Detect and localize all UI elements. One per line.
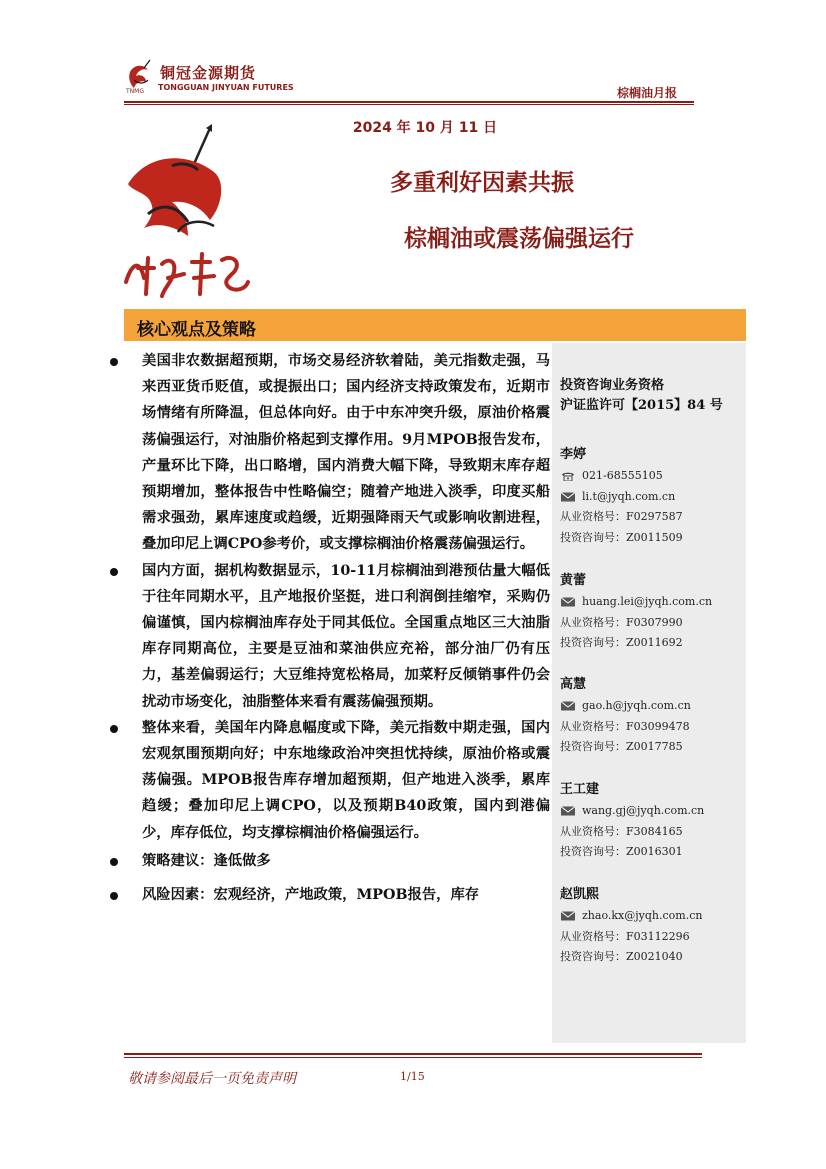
bullet-dot-icon <box>110 725 118 733</box>
qualification-line2: 沪证监许可【2015】84 号 <box>560 398 723 413</box>
analyst-email-text[interactable]: huang.lei@jyqh.com.cn <box>582 595 713 608</box>
analyst-consult-no: 投资咨询号：Z0016301 <box>560 845 683 858</box>
header-divider <box>124 101 694 103</box>
bullet-item <box>110 882 550 908</box>
analyst-email[interactable] <box>560 906 740 927</box>
logo-company-name: 铜冠金源期货 <box>160 64 257 82</box>
bullet-item <box>110 848 550 874</box>
analyst-card <box>560 673 740 758</box>
bullet-text: 整体来看，美国年内降息幅度或下降，美元指数中期走强，国内宏观氛围预期向好；中东地缘政治冲突担忧持续，原油价格或震荡偏强。MPOB报告库存增加超预期，但产地进入淡季，累库趋缓；叠加印尼上调CPO，以及预期B40政策，国内到港偏少，库存低位，均支撑棕榈油价格偏强运行。 <box>142 719 550 841</box>
analyst-consult-no: 投资咨询号：Z0011509 <box>560 530 683 544</box>
analyst-name: 黄蕾 <box>560 573 587 588</box>
bullet-dot-icon <box>110 568 118 576</box>
strategy-text: 策略建议：逢低做多 <box>142 852 271 869</box>
analyst-email[interactable] <box>560 487 740 508</box>
mail-icon <box>560 701 576 711</box>
footer-divider-thin <box>124 1057 702 1058</box>
analyst-email-text[interactable]: gao.h@jyqh.com.cn <box>582 699 691 712</box>
bullet-item <box>110 715 550 846</box>
page-number: 1/15 <box>400 1070 425 1083</box>
analyst-card <box>560 443 740 548</box>
analyst-name: 高慧 <box>560 677 587 692</box>
analyst-consult-no: 投资咨询号：Z0021040 <box>560 950 683 963</box>
analyst-name: 李婷 <box>560 447 587 462</box>
analyst-license: 从业资格号：F03099478 <box>560 719 690 733</box>
analyst-email-text[interactable]: wang.gj@jyqh.com.cn <box>582 804 705 817</box>
mail-icon <box>560 492 576 502</box>
phone-icon <box>560 471 576 481</box>
analyst-license: 从业资格号：F03112296 <box>560 929 690 943</box>
report-title-line1: 多重利好因素共振 <box>390 170 574 196</box>
analyst-email[interactable] <box>560 696 740 717</box>
analyst-license: 从业资格号：F0307990 <box>560 615 683 629</box>
bullet-dot-icon <box>110 892 118 900</box>
qualification-line1: 投资咨询业务资格 <box>560 378 665 393</box>
analyst-email[interactable] <box>560 801 740 822</box>
analyst-license: 从业资格号：F0297587 <box>560 510 683 523</box>
analyst-consult-no: 投资咨询号：Z0011692 <box>560 636 683 649</box>
analyst-license: 从业资格号：F3084165 <box>560 824 683 838</box>
qualification <box>560 376 723 416</box>
bullet-dot-icon <box>110 858 118 866</box>
core-views <box>110 348 550 908</box>
analyst-phone-text: 021-68555105 <box>582 469 663 482</box>
report-type: 棕榈油月报 <box>617 86 678 100</box>
mail-icon <box>560 597 576 607</box>
logo-company-name-en: TONGGUAN JINYUAN FUTURES <box>158 83 294 92</box>
bullet-dot-icon <box>110 358 118 366</box>
logo-abbr: TNMG <box>126 88 144 95</box>
analyst-name: 赵凯熙 <box>560 887 600 902</box>
bullet-text: 美国非农数据超预期，市场交易经济软着陆，美元指数走强，马来西亚货币贬值，或提振出口；国内经济支持政策发布，近期市场情绪有所降温，但总体向好。由于中东冲突升级，原油价格震荡偏强运行，对油脂价格起到支撑作用。9月MPOB报告发布，产量环比下降，出口略增，国内消费大幅下降，导致期末库存超预期增加，整体报告中性略偏空；随着产地进入淡季，印度买船需求强劲，累库速度或趋缓，近期强降雨天气或影响收割进程，叠加印尼上调CPO参考价，或支撑棕榈油价格震荡偏强运行。 <box>142 353 550 553</box>
report-date: 2024 年 10 月 11 日 <box>352 120 498 136</box>
risk-text: 风险因素：宏观经济，产地政策，MPOB报告，库存 <box>142 887 480 904</box>
mail-icon <box>560 806 576 816</box>
analyst-phone <box>560 466 740 487</box>
mail-icon <box>560 911 576 921</box>
analyst-email-text[interactable]: li.t@jyqh.com.cn <box>582 489 676 503</box>
bullet-item <box>110 348 550 558</box>
analyst-email-text[interactable]: zhao.kx@jyqh.com.cn <box>582 909 703 922</box>
analyst-email[interactable] <box>560 592 740 613</box>
footer-divider <box>124 1053 702 1055</box>
analyst-name: 王工建 <box>560 782 600 797</box>
analyst-card <box>560 569 740 654</box>
header-divider-thin <box>124 104 694 105</box>
report-title-line2: 棕榈油或震荡偏强运行 <box>404 226 634 252</box>
analyst-consult-no: 投资咨询号：Z0017785 <box>560 740 683 753</box>
brand-emblem-icon <box>118 122 258 302</box>
bullet-text: 国内方面，据机构数据显示，10-11月棕榈油到港预估量大幅低于往年同期水平，且产地报价坚挺，进口利润倒挂缩窄，采购仍偏谨慎，国内棕榈油库存处于同其低位。全国重点地区三大油脂库存同期高位，主要是豆油和菜油供应充裕，部分油厂仍有压力，基差偏弱运行；大豆维持宽松格局，加菜籽反倾销事件仍会扰动市场变化，油脂整体来看有震荡偏强预期。 <box>142 562 550 710</box>
analyst-card <box>560 778 740 863</box>
disclaimer-note: 敬请参阅最后一页免责声明 <box>128 1071 296 1087</box>
section-title: 核心观点及策略 <box>137 320 256 340</box>
bullet-item <box>110 558 550 715</box>
analyst-card <box>560 883 740 968</box>
